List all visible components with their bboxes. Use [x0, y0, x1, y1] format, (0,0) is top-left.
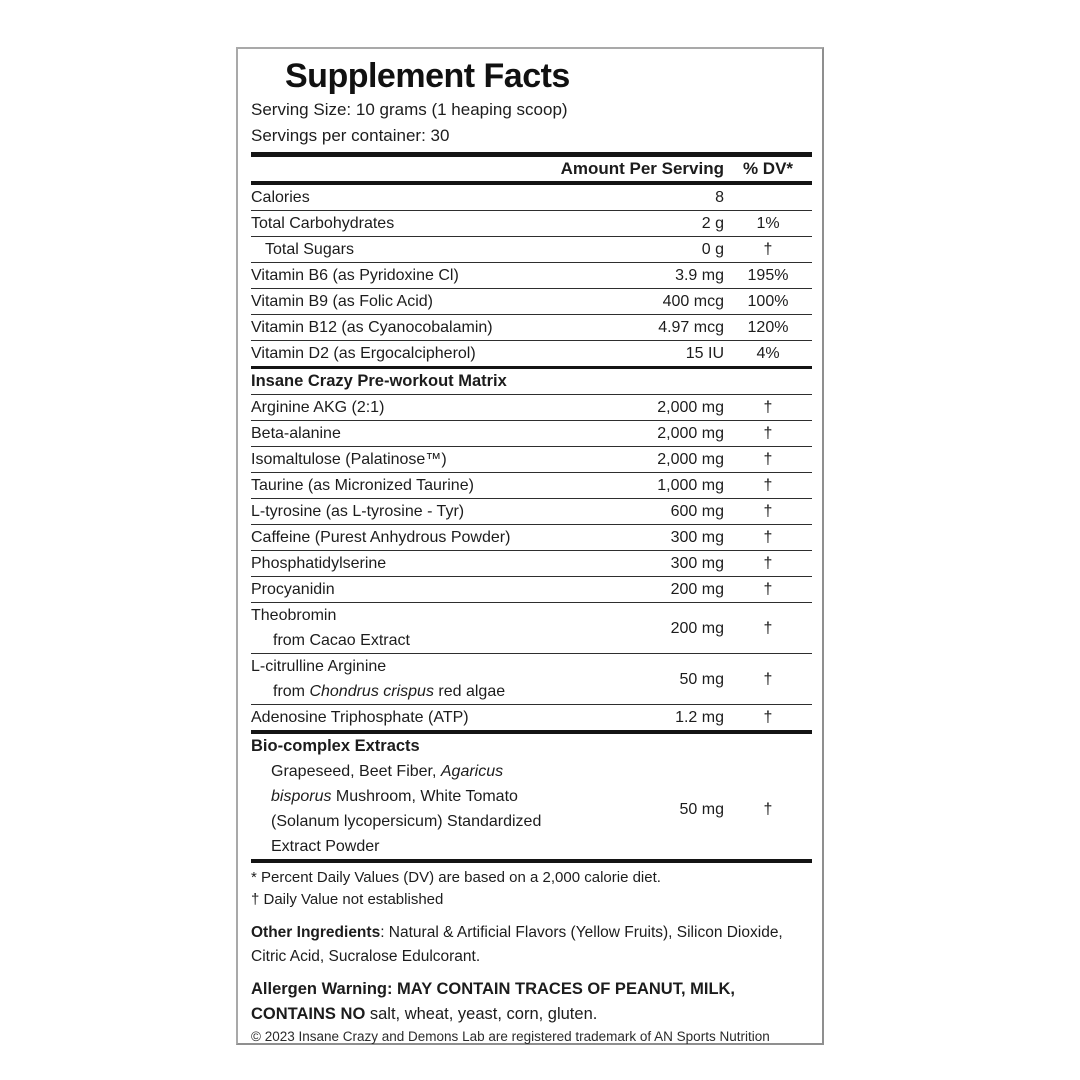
column-header-amount: Amount Per Serving — [560, 159, 724, 178]
table-row — [251, 185, 812, 210]
ingredient-dv: † — [763, 477, 773, 494]
table-row — [251, 759, 812, 859]
footnotes — [251, 867, 812, 911]
ingredient-amount: 200 mg — [670, 619, 724, 637]
table-row — [251, 369, 812, 394]
table-row — [251, 603, 812, 653]
ingredient-name: Calories — [251, 189, 310, 206]
ingredient-name: Arginine AKG (2:1) — [251, 399, 385, 416]
table-row — [251, 577, 812, 602]
ingredient-name: Theobromin from Cacao Extract — [251, 607, 410, 649]
ingredient-dv: 120% — [747, 319, 789, 336]
ingredient-dv: 100% — [747, 293, 789, 310]
ingredient-name: Insane Crazy Pre-workout Matrix — [251, 372, 507, 390]
ingredient-amount: 50 mg — [679, 670, 724, 688]
footnote-daily-value: * Percent Daily Values (DV) are based on a 2,000 calorie diet. — [251, 869, 661, 886]
ingredient-dv: † — [763, 241, 773, 258]
ingredient-dv: † — [763, 555, 773, 572]
ingredient-amount: 1,000 mg — [657, 477, 724, 494]
copyright-line: © 2023 Insane Crazy and Demons Lab are registered trademark of AN Sports Nutrition — [251, 1029, 770, 1044]
table-row — [251, 499, 812, 524]
ingredient-amount: 3.9 mg — [675, 267, 724, 284]
ingredient-amount: 300 mg — [670, 529, 724, 546]
ingredient-name: Adenosine Triphosphate (ATP) — [251, 709, 469, 726]
ingredient-amount: 400 mcg — [662, 293, 724, 310]
table-row — [251, 211, 812, 236]
ingredient-name: L-citrulline Arginine from Chondrus crispus red algae — [251, 658, 506, 700]
ingredient-dv: † — [763, 619, 773, 637]
ingredient-dv: 4% — [756, 345, 780, 362]
allergen-warning — [251, 977, 812, 1027]
ingredient-dv: † — [763, 425, 773, 442]
row-divider — [251, 859, 812, 863]
footnote-dagger: † Daily Value not established — [251, 891, 444, 908]
ingredient-name: Phosphatidylserine — [251, 555, 387, 572]
ingredient-dv: 195% — [747, 267, 789, 284]
ingredient-dv: † — [763, 529, 773, 546]
table-row — [251, 705, 812, 730]
column-header-dv: % DV* — [742, 159, 794, 178]
serving-size: Serving Size: 10 grams (1 heaping scoop) — [251, 100, 568, 119]
ingredient-name: Taurine (as Micronized Taurine) — [251, 477, 474, 494]
ingredient-amount: 50 mg — [679, 800, 724, 818]
table-row — [251, 395, 812, 420]
servings-per-container: Servings per container: 30 — [251, 126, 450, 145]
table-row — [251, 525, 812, 550]
table-row — [251, 315, 812, 340]
allergen-warning-text: salt, wheat, yeast, corn, gluten. — [369, 1005, 598, 1023]
supplement-facts-label — [236, 47, 824, 1045]
ingredient-amount: 300 mg — [670, 555, 724, 572]
allergen-warning-bold: Allergen Warning: MAY CONTAIN TRACES OF PEANUT, MILK, CONTAINS NO — [251, 980, 736, 1023]
other-ingredients-label: Other Ingredients — [251, 924, 381, 941]
other-ingredients-text: : Natural & Artificial Flavors (Yellow Fruits), Silicon Dioxide, Citric Acid, Sucralose Edulcorant. — [251, 924, 783, 965]
ingredient-amount: 2 g — [701, 215, 724, 232]
ingredient-name: Grapeseed, Beet Fiber, Agaricus bisporus Mushroom, White Tomato (Solanum lycopersicum) Standardized Extract Powder — [271, 763, 542, 855]
ingredient-name: Vitamin B12 (as Cyanocobalamin) — [251, 319, 493, 336]
ingredient-dv: † — [763, 670, 773, 688]
label-title: Supplement Facts — [285, 57, 570, 95]
ingredient-name: Total Sugars — [265, 241, 354, 258]
table-row — [251, 237, 812, 262]
ingredient-amount: 600 mg — [670, 503, 724, 520]
ingredient-name: Total Carbohydrates — [251, 215, 395, 232]
table-row — [251, 551, 812, 576]
ingredient-name: Vitamin B9 (as Folic Acid) — [251, 293, 433, 310]
nutrition-table — [251, 185, 812, 863]
table-row — [251, 421, 812, 446]
table-row — [251, 447, 812, 472]
other-ingredients — [251, 921, 812, 969]
ingredient-amount: 1.2 mg — [675, 709, 724, 726]
ingredient-name: Vitamin D2 (as Ergocalcipherol) — [251, 345, 476, 362]
ingredient-name: Bio-complex Extracts — [251, 737, 420, 755]
ingredient-amount: 2,000 mg — [657, 425, 724, 442]
table-row — [251, 473, 812, 498]
ingredient-name: Vitamin B6 (as Pyridoxine Cl) — [251, 267, 459, 284]
ingredient-name: Isomaltulose (Palatinose™) — [251, 451, 447, 468]
ingredient-dv: † — [763, 581, 773, 598]
ingredient-amount: 2,000 mg — [657, 399, 724, 416]
ingredient-amount: 15 IU — [685, 345, 724, 362]
table-row — [251, 263, 812, 288]
ingredient-dv: 1% — [756, 215, 780, 232]
table-row — [251, 289, 812, 314]
table-row — [251, 734, 812, 759]
ingredient-name: Procyanidin — [251, 581, 335, 598]
ingredient-dv: † — [763, 800, 773, 818]
ingredient-dv: † — [763, 399, 773, 416]
ingredient-amount: 0 g — [701, 241, 724, 258]
ingredient-amount: 8 — [715, 189, 724, 206]
ingredient-amount: 2,000 mg — [657, 451, 724, 468]
ingredient-name: L-tyrosine (as L-tyrosine - Tyr) — [251, 503, 465, 520]
ingredient-dv: † — [763, 451, 773, 468]
ingredient-dv: † — [763, 709, 773, 726]
column-header-row — [251, 157, 812, 181]
ingredient-name: Caffeine (Purest Anhydrous Powder) — [251, 529, 511, 546]
table-row — [251, 654, 812, 704]
ingredient-dv: † — [763, 503, 773, 520]
ingredient-amount: 200 mg — [670, 581, 724, 598]
ingredient-name: Beta-alanine — [251, 425, 341, 442]
ingredient-amount: 4.97 mcg — [658, 319, 724, 336]
table-row — [251, 341, 812, 366]
